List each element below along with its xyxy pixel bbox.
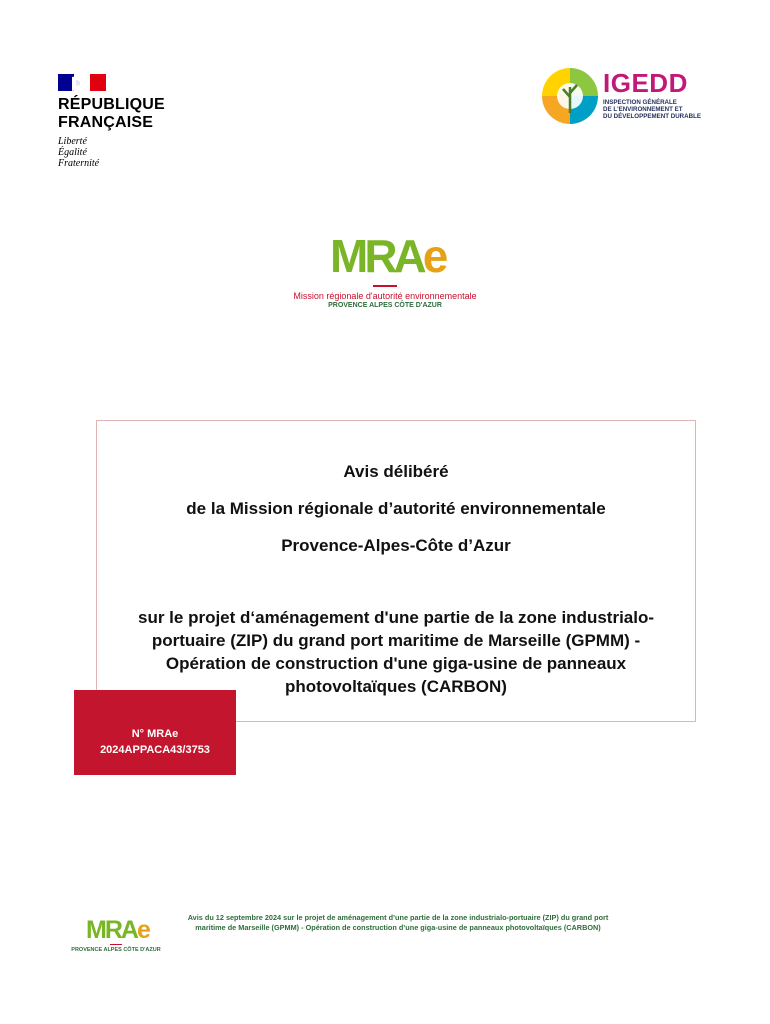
republique-motto (58, 136, 99, 169)
footer-mrae-logo-text: MRAe (86, 916, 151, 944)
igedd-logo-icon (541, 67, 599, 125)
project-line: photovoltaïques (CARBON) (285, 677, 507, 696)
mrae-logo-text-e: e (422, 230, 445, 282)
footer-region: PROVENCE ALPES CÔTE D'AZUR (71, 947, 161, 953)
igedd-subtitle-line: DE L'ENVIRONNEMENT ET (603, 106, 683, 113)
reference-label-title: N° MRAe (131, 728, 179, 740)
footer-text (168, 913, 628, 933)
project-line: sur le projet d‘aménagement d'une partie de la zone industrialo- (137, 608, 655, 627)
doc-subtitle-mission: de la Mission régionale d’autorité environnementale (186, 499, 606, 518)
project-description (96, 606, 696, 698)
footer-mrae-logo (86, 915, 149, 944)
motto-egalite: Égalité (58, 147, 87, 158)
project-line: portuaire (ZIP) du grand port maritime de Marseille (GPMM) - (151, 631, 641, 650)
doc-subtitle-region: Provence-Alpes-Côte d’Azur (281, 536, 511, 555)
republique-francaise-title (58, 96, 165, 132)
marianne-flag-icon (58, 74, 106, 91)
footer-red-bar (110, 944, 122, 945)
motto-liberte: Liberté (58, 136, 87, 147)
reference-number: 2024APPACA43/3753 (100, 744, 210, 756)
mrae-subtitle: Mission régionale d'autorité environnementale (293, 291, 477, 301)
reference-text (74, 726, 236, 758)
igedd-subtitle-line: INSPECTION GÉNÉRALE (603, 99, 677, 106)
francaise-line: FRANÇAISE (58, 114, 154, 131)
igedd-subtitle (603, 99, 713, 120)
mrae-logo-text: MRAe (330, 230, 448, 282)
doc-title: Avis délibéré (343, 462, 449, 481)
mrae-logo (330, 230, 445, 282)
mrae-red-bar (373, 285, 397, 287)
igedd-name: IGEDD (603, 68, 688, 98)
igedd-subtitle-line: DU DÉVELOPPEMENT DURABLE (603, 113, 701, 120)
footer-text-line: maritime de Marseille (GPMM) - Opération de construction d’une giga-usine de panneaux photovoltaïques (CARBON) (195, 923, 601, 932)
footer-text-line: Avis du 12 septembre 2024 sur le projet de aménagement d’une partie de la zone industrialo-portuaire (ZIP) du grand port (187, 913, 609, 922)
republique-line: RÉPUBLIQUE (58, 96, 165, 113)
project-line: Opération de construction d'une giga-usine de panneaux (165, 654, 627, 673)
footer-mrae-logo-text-e: e (136, 916, 149, 944)
mrae-region: PROVENCE ALPES CÔTE D'AZUR (328, 302, 442, 309)
motto-fraternite: Fraternité (58, 158, 100, 169)
